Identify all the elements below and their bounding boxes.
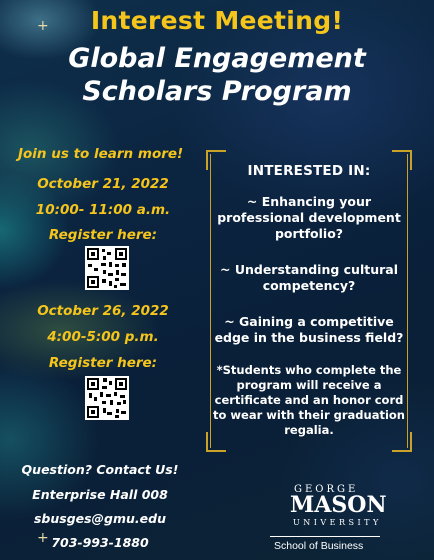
interest-item: ~ Understanding cultural competency? (220, 262, 398, 293)
meeting-date-2: October 26, 2022 (37, 303, 169, 319)
contact-title: Question? Contact Us! (21, 462, 179, 477)
program-title (0, 42, 434, 108)
register-label-2: Register here: (48, 355, 158, 371)
interested-in-box (206, 150, 412, 452)
headline-interest-meeting: Interest Meeting! (90, 6, 344, 35)
join-us-text: Join us to learn more! (18, 146, 184, 162)
completion-note: *Students who complete the program will receive a certificate and an honor cord to wear with their graduation regalia. (213, 363, 405, 437)
logo-mason: MASON (290, 492, 387, 518)
register-qr-code-1[interactable] (85, 246, 129, 290)
program-title-line-2: Scholars Program (82, 76, 352, 107)
program-title-line-1: Global Engagement (68, 43, 366, 74)
sparkle-icon: + (37, 18, 49, 34)
sparkle-icon: + (37, 530, 49, 546)
meeting-time-2: 4:00-5:00 p.m. (47, 329, 159, 345)
logo-divider (270, 536, 380, 537)
register-qr-code-2[interactable] (85, 376, 129, 420)
contact-phone[interactable]: 703-993-1880 (51, 535, 149, 550)
register-label-1: Register here: (48, 227, 158, 243)
contact-email[interactable]: sbusges@gmu.edu (33, 511, 167, 526)
logo-school-of-business: School of Business (274, 540, 364, 552)
interest-item: ~ Enhancing your professional development portfolio? (217, 194, 401, 241)
qr-code-icon (85, 246, 129, 290)
qr-code-icon (85, 376, 129, 420)
meeting-date-1: October 21, 2022 (37, 176, 169, 192)
logo-university: UNIVERSITY (293, 518, 382, 527)
interest-item: ~ Gaining a competitive edge in the business field? (214, 314, 404, 345)
interested-in-title: INTERESTED IN: (247, 163, 371, 179)
meeting-time-1: 10:00- 11:00 a.m. (35, 202, 171, 218)
logo-george: GEORGE (294, 484, 359, 495)
contact-location: Enterprise Hall 008 (32, 487, 168, 502)
